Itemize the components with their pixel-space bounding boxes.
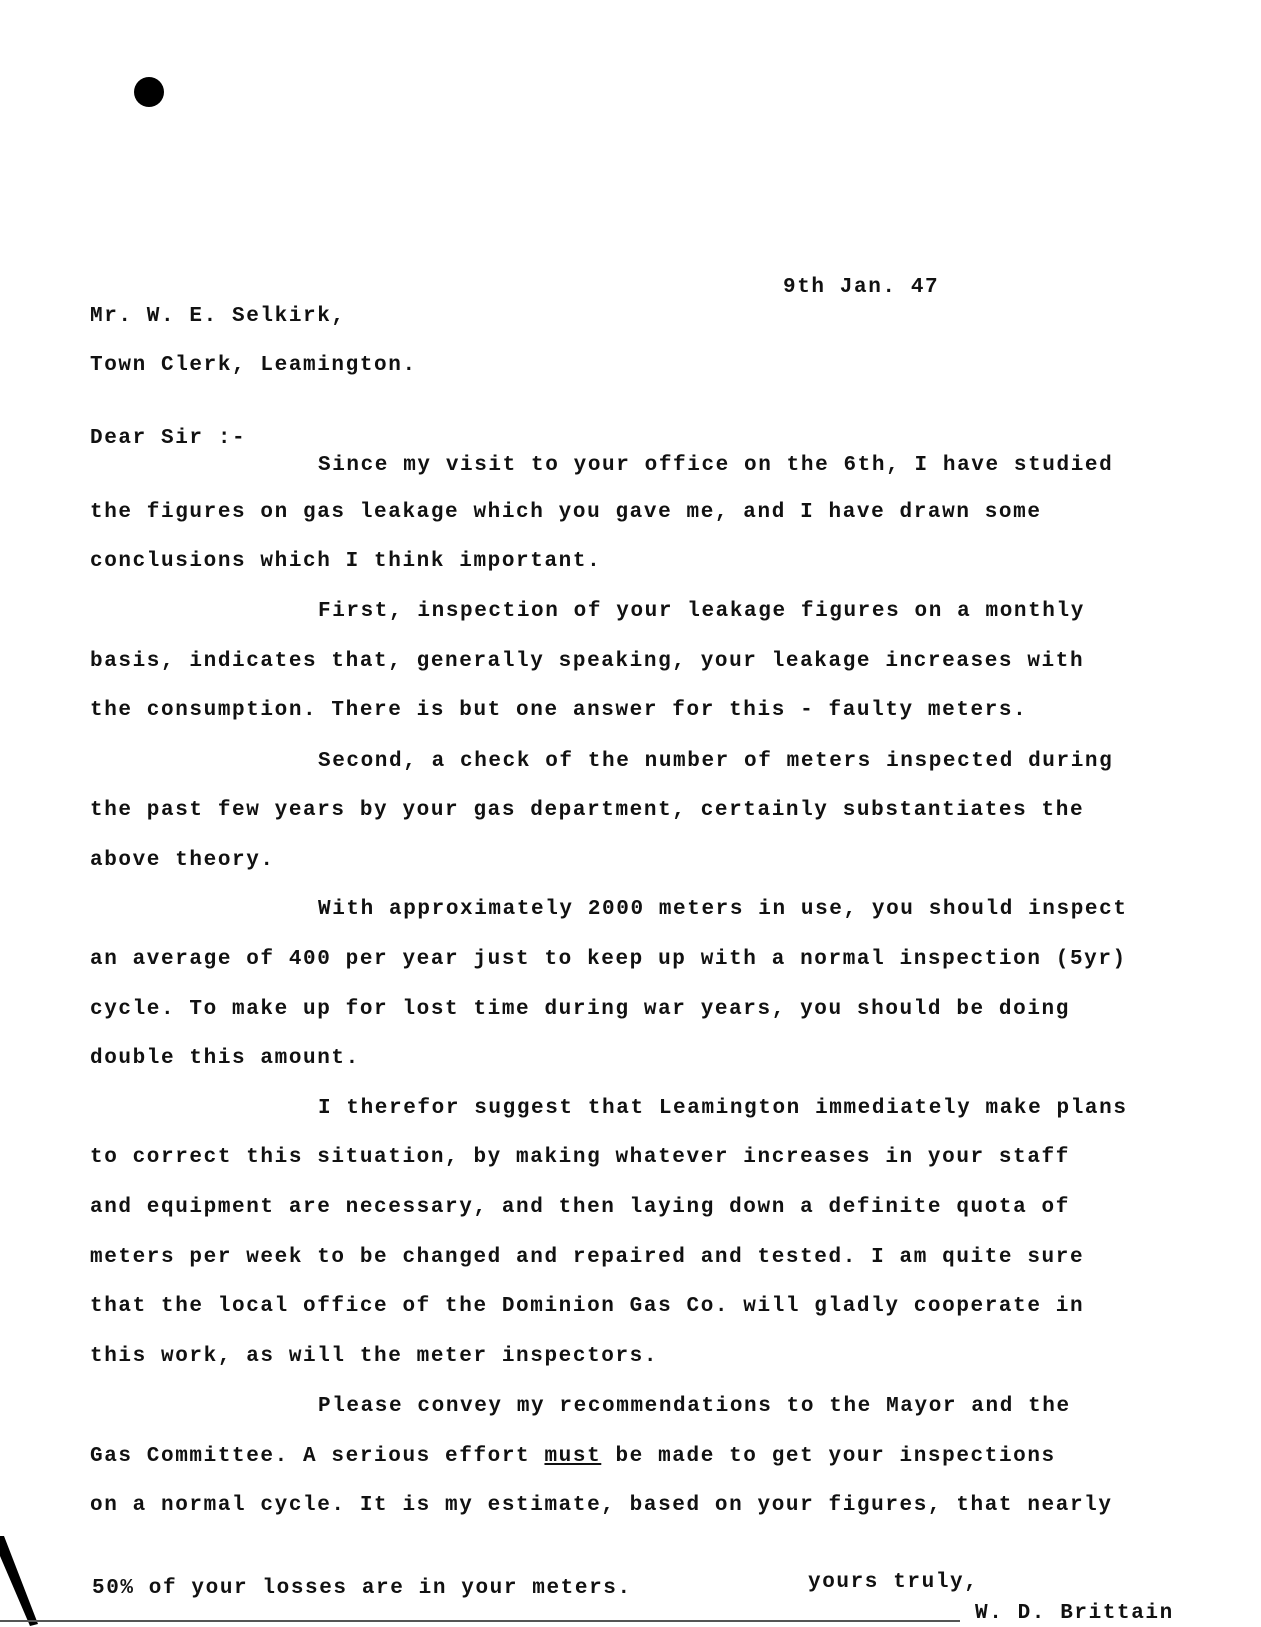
paragraph-text: be made to get your inspections	[615, 1445, 1056, 1468]
paragraph-line: Second, a check of the number of meters inspected during	[318, 750, 1114, 773]
paragraph-line: Please convey my recommendations to the Mayor and the	[318, 1395, 1071, 1418]
paragraph-line: this work, as will the meter inspectors.	[90, 1345, 659, 1368]
punch-hole-mark	[134, 77, 164, 107]
paragraph-line: the figures on gas leakage which you gave me, and I have drawn some	[90, 501, 1042, 524]
paragraph-line: basis, indicates that, generally speaking, your leakage increases with	[90, 650, 1085, 673]
paragraph-line-with-emphasis	[90, 1444, 1056, 1470]
paragraph-line: cycle. To make up for lost time during war years, you should be doing	[90, 998, 1070, 1021]
paragraph-line: the consumption. There is but one answer for this - faulty meters.	[90, 699, 1028, 722]
paragraph-line: conclusions which I think important.	[90, 550, 602, 573]
paragraph-line: the past few years by your gas department, certainly substantiates the	[90, 799, 1085, 822]
paragraph-text: Gas Committee. A serious effort	[90, 1445, 531, 1468]
paragraph-line: First, inspection of your leakage figures on a monthly	[318, 600, 1085, 623]
recipient-title: Town Clerk, Leamington.	[90, 354, 417, 377]
emphasized-word: must	[544, 1445, 602, 1468]
paragraph-line: meters per week to be changed and repaired and tested. I am quite sure	[90, 1246, 1085, 1269]
signature-name: W. D. Brittain	[975, 1602, 1174, 1625]
salutation: Dear Sir :-	[90, 427, 247, 450]
paragraph-line: that the local office of the Dominion Gas Co. will gladly cooperate in	[90, 1295, 1085, 1318]
scan-edge-artifact	[0, 1536, 40, 1626]
paragraph-line: above theory.	[90, 849, 275, 872]
paragraph-line: and equipment are necessary, and then laying down a definite quota of	[90, 1196, 1070, 1219]
paragraph-line: With approximately 2000 meters in use, you should inspect	[318, 898, 1128, 921]
paragraph-line: double this amount.	[90, 1047, 360, 1070]
bottom-edge-line	[0, 1620, 960, 1622]
paragraph-line: Since my visit to your office on the 6th, I have studied	[318, 454, 1114, 477]
paragraph-line: to correct this situation, by making whatever increases in your staff	[90, 1146, 1070, 1169]
closing: yours truly,	[808, 1571, 979, 1594]
paragraph-line: 50% of your losses are in your meters.	[92, 1577, 632, 1600]
paragraph-line: an average of 400 per year just to keep up with a normal inspection (5yr)	[90, 948, 1127, 971]
recipient-name: Mr. W. E. Selkirk,	[90, 305, 346, 328]
paragraph-line: I therefor suggest that Leamington immediately make plans	[318, 1097, 1128, 1120]
paragraph-line: on a normal cycle. It is my estimate, based on your figures, that nearly	[90, 1494, 1113, 1517]
letter-date: 9th Jan. 47	[783, 276, 940, 299]
